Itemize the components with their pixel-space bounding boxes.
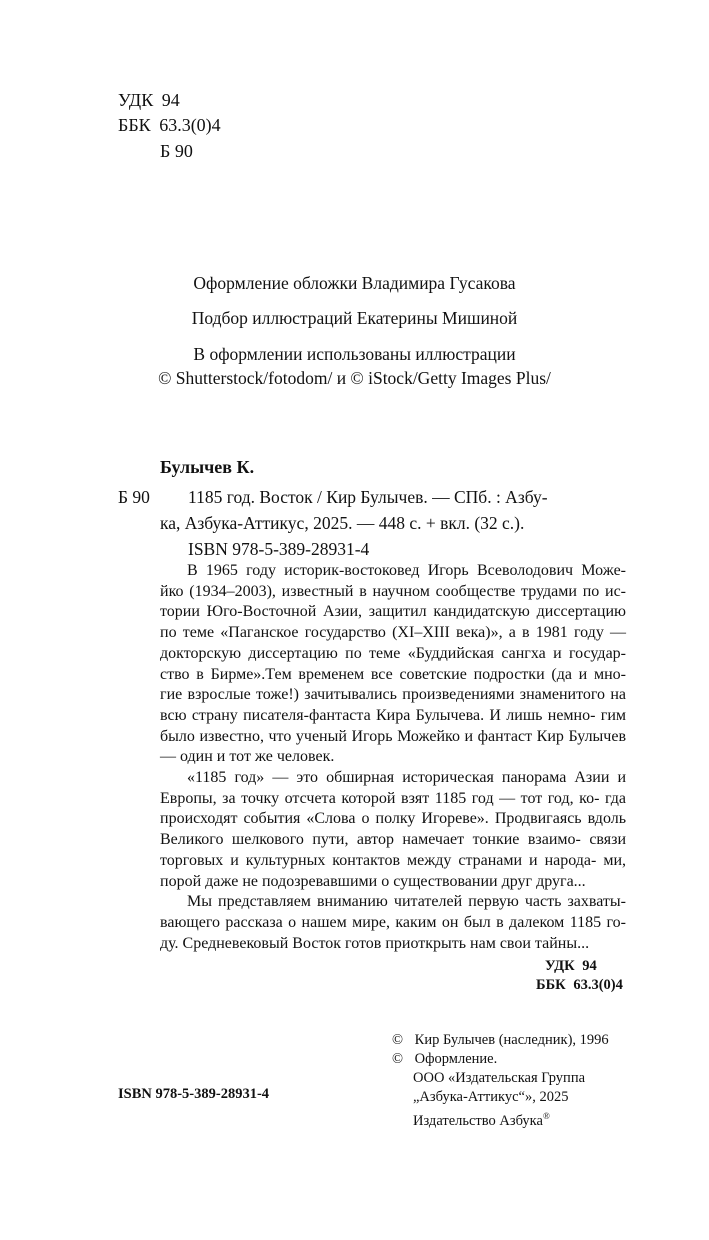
udk-top <box>118 89 180 111</box>
annotation-paragraph-1: В 1965 году историк-востоковед Игорь Всеволодович Може- йко (1934–2003), известный в научном сообществе трудами по ис- тории Юго-Восточной Азии, защитил кандидатскую диссертацию по теме «Паганское государство (XI–XIII века)», а в 1981 году — докторскую диссертацию по теме «Буддийская сангха и государ- ство в Бирме».Тем временем все советские подростки (да и мно- гие взрослые тоже!) зачитывались произведениями знаменитого на всю страну писателя-фантаста Кира Булычева. И лишь немно- гим было известно, что ученый Игорь Можейко и фантаст Кир Булычев — один и тот же человек. <box>160 562 627 766</box>
cover-credit: Оформление обложки Владимира Гусакова <box>193 273 516 293</box>
annotation-paragraph-2: «1185 год» — это обширная историческая панорама Азии и Европы, за точку отсчета которой взят 1185 год — тот год, ко- гда происходят события «Слова о полку Игореве». Продвигаясь вдоль Великого шелкового пути, автор намечает тонкие взаимо- связи торговых и культурных контактов между странами и народа- ми, порой даже не подозревавшими о существовании друг друга... <box>160 769 627 890</box>
copyright-design <box>392 1050 497 1069</box>
copyright-symbol: © <box>392 1032 404 1048</box>
bbk-top <box>118 114 221 136</box>
illustrations-used-line2: © Shutterstock/fotodom/ и © iStock/Getty Images Plus/ <box>158 368 551 388</box>
udk-annotation-value: 94 <box>582 958 597 974</box>
copyright-author <box>392 1031 609 1050</box>
bbk-label: ББК <box>118 115 151 135</box>
annotation-paragraph-3: Мы представляем вниманию читателей первую часть захваты- вающего рассказа о нашем мире, каким он был в далеком 1185 го- ду. Средневековый Восток готов приоткрыть нам свои тайны... <box>160 893 626 952</box>
registered-mark: ® <box>542 1111 550 1121</box>
annotation <box>160 561 626 954</box>
author-mark: Б 90 <box>118 487 150 507</box>
isbn-footer <box>118 1085 269 1104</box>
publisher-line2: „Азбука-Аттикус“», 2025 <box>413 1089 569 1105</box>
isbn-footer-text: ISBN 978-5-389-28931-4 <box>118 1086 270 1102</box>
author-mark-top: Б 90 <box>160 141 193 161</box>
udk-value: 94 <box>161 90 180 110</box>
copyright-author-text: Кир Булычев (наследник), 1996 <box>414 1032 609 1048</box>
udk-annotation <box>545 957 597 976</box>
copyright-symbol: © <box>392 1051 404 1067</box>
bbk-annotation-value: 63.3(0)4 <box>573 977 623 993</box>
illustrations-selection-credit: Подбор иллюстраций Екатерины Мишиной <box>191 308 518 328</box>
illustrations-used-line1: В оформлении использованы иллюстрации <box>193 344 516 364</box>
udk-label: УДК <box>118 90 154 110</box>
copyright-design-text: Оформление. <box>414 1051 498 1067</box>
bbk-annotation-label: ББК <box>536 977 566 993</box>
publisher-line3 <box>413 1107 550 1131</box>
bbk-annotation <box>536 976 623 995</box>
bbk-value: 63.3(0)4 <box>159 115 221 135</box>
publisher-line1: ООО «Издательская Группа <box>413 1070 586 1086</box>
isbn-record: ISBN 978-5-389-28931-4 <box>188 539 370 559</box>
publisher-name: Издательство Азбука <box>413 1112 543 1129</box>
author-heading: Булычев К. <box>160 457 255 477</box>
description-line1: 1185 год. Восток / Кир Булычев. — СПб. : Азбу- <box>188 487 548 507</box>
udk-annotation-label: УДК <box>545 958 575 974</box>
description-line2: ка, Азбука-Аттикус, 2025. — 448 с. + вкл. (32 с.). <box>160 513 525 533</box>
